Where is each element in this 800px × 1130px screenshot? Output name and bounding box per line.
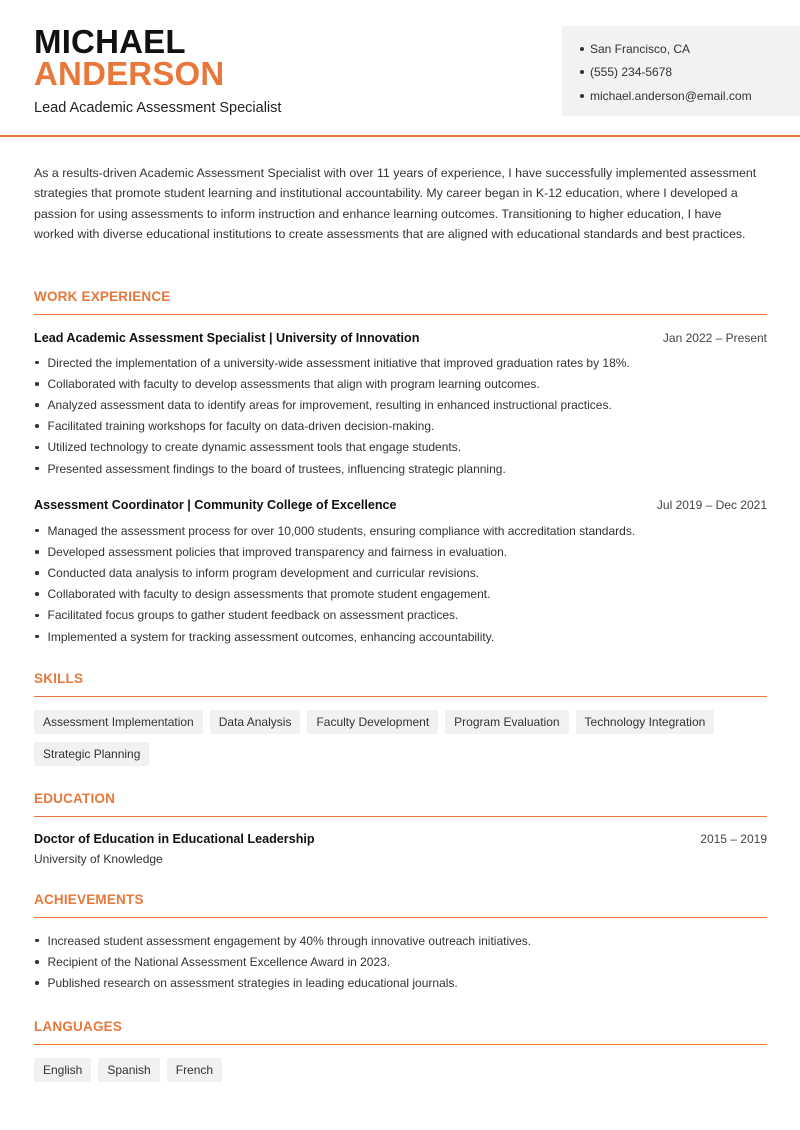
bullet-icon [35, 635, 39, 639]
contact-location-text: San Francisco, CA [590, 41, 691, 56]
bullet-text: Collaborated with faculty to design assessments that promote student engagement. [47, 587, 491, 602]
resume-header [0, 0, 800, 137]
section-title: EDUCATION [34, 791, 116, 806]
list-item [34, 584, 767, 605]
bullet-icon [35, 424, 39, 428]
job-bullets [34, 352, 767, 479]
bullet-text: Recipient of the National Assessment Excellence Award in 2023. [47, 954, 391, 969]
job-dates: Jan 2022 – Present [662, 331, 767, 345]
skill-tag: Strategic Planning [34, 742, 149, 766]
list-item [34, 394, 767, 415]
section-work-experience [34, 288, 767, 315]
bullet-icon [35, 446, 39, 450]
bullet-icon [35, 550, 39, 554]
bullet-icon [580, 94, 584, 98]
bullet-text: Implemented a system for tracking assessment outcomes, enhancing accountability. [47, 629, 495, 644]
skill-tag: Assessment Implementation [34, 710, 203, 734]
bullet-icon [35, 592, 39, 596]
bullet-icon [35, 361, 39, 365]
list-item [34, 930, 767, 951]
bullet-text: Facilitated focus groups to gather student feedback on assessment practices. [47, 608, 459, 623]
list-item [34, 972, 767, 993]
bullet-text: Analyzed assessment data to identify areas for improvement, resulting in enhanced instructional practices. [47, 397, 612, 412]
list-item [34, 562, 767, 583]
job-dates: Jul 2019 – Dec 2021 [656, 498, 767, 512]
bullet-icon [580, 47, 584, 51]
contact-location [580, 37, 800, 61]
contact-box [562, 26, 800, 116]
job-title: Assessment Coordinator | Community College of Excellence [34, 498, 397, 512]
education-dates: 2015 – 2019 [700, 832, 767, 846]
section-education [34, 790, 767, 817]
bullet-icon [35, 467, 39, 471]
contact-phone [580, 61, 800, 85]
list-item [34, 352, 767, 373]
list-item [34, 626, 767, 647]
skill-tag: Program Evaluation [445, 710, 568, 734]
education-degree: Doctor of Education in Educational Leadership [34, 832, 315, 846]
bullet-text: Utilized technology to create dynamic assessment tools that engage students. [47, 440, 462, 455]
bullet-icon [35, 939, 39, 943]
list-item [34, 520, 767, 541]
bullet-icon [35, 529, 39, 533]
list-item [34, 605, 767, 626]
last-name: ANDERSON [34, 55, 225, 92]
list-item [34, 437, 767, 458]
languages-list [34, 1058, 774, 1090]
bullet-text: Collaborated with faculty to develop assessments that align with program learning outcomes. [47, 376, 540, 391]
first-name: MICHAEL [34, 23, 186, 60]
list-item [34, 541, 767, 562]
section-title: SKILLS [34, 671, 84, 686]
section-skills [34, 670, 767, 697]
bullet-icon [35, 614, 39, 618]
bullet-icon [35, 981, 39, 985]
bullet-text: Developed assessment policies that improved transparency and fairness in evaluation. [47, 544, 508, 559]
section-title: LANGUAGES [34, 1019, 123, 1034]
list-item [34, 951, 767, 972]
bullet-icon [35, 960, 39, 964]
language-tag: Spanish [98, 1058, 159, 1082]
summary-paragraph: As a results-driven Academic Assessment Specialist with over 11 years of experience, I have successfully implemented assessment strategies that promote student learning and institutional accountability. My career began in K-12 education, where I developed a passion for using assessments to inform instruction and enhance learning outcomes. Transitioning to higher education, I have worked with diverse educational institutions to create assessments that are aligned with educational standards and best practices. [34, 166, 757, 242]
skills-list [34, 710, 774, 774]
bullet-text: Conducted data analysis to inform program development and curricular revisions. [47, 565, 480, 580]
bullet-icon [35, 382, 39, 386]
contact-email [580, 84, 800, 108]
section-title: WORK EXPERIENCE [34, 289, 171, 304]
bullet-text: Presented assessment findings to the board of trustees, influencing strategic planning. [47, 461, 506, 476]
bullet-text: Published research on assessment strategies in leading educational journals. [47, 975, 458, 990]
contact-email-text: michael.anderson@email.com [590, 88, 752, 103]
education-school: University of Knowledge [34, 852, 163, 866]
section-achievements [34, 891, 767, 918]
language-tag: English [34, 1058, 91, 1082]
bullet-icon [35, 403, 39, 407]
bullet-icon [580, 70, 584, 74]
skill-tag: Faculty Development [307, 710, 438, 734]
skill-tag: Technology Integration [576, 710, 715, 734]
bullet-text: Increased student assessment engagement by 40% through innovative outreach initiatives. [47, 933, 532, 948]
achievements-list [34, 930, 767, 994]
job-title-headline: Lead Academic Assessment Specialist [34, 100, 282, 116]
bullet-text: Managed the assessment process for over 10,000 students, ensuring compliance with accreditation standards. [47, 523, 636, 538]
bullet-icon [35, 571, 39, 575]
section-languages [34, 1018, 767, 1045]
bullet-text: Facilitated training workshops for faculty on data-driven decision-making. [47, 419, 435, 434]
skill-tag: Data Analysis [210, 710, 301, 734]
job-title: Lead Academic Assessment Specialist | University of Innovation [34, 331, 420, 345]
section-title: ACHIEVEMENTS [34, 892, 144, 907]
language-tag: French [167, 1058, 222, 1082]
job-bullets [34, 520, 767, 647]
list-item [34, 416, 767, 437]
list-item [34, 373, 767, 394]
contact-phone-text: (555) 234-5678 [590, 65, 673, 80]
list-item [34, 458, 767, 479]
bullet-text: Directed the implementation of a university-wide assessment initiative that improved graduation rates by 18%. [47, 355, 630, 370]
